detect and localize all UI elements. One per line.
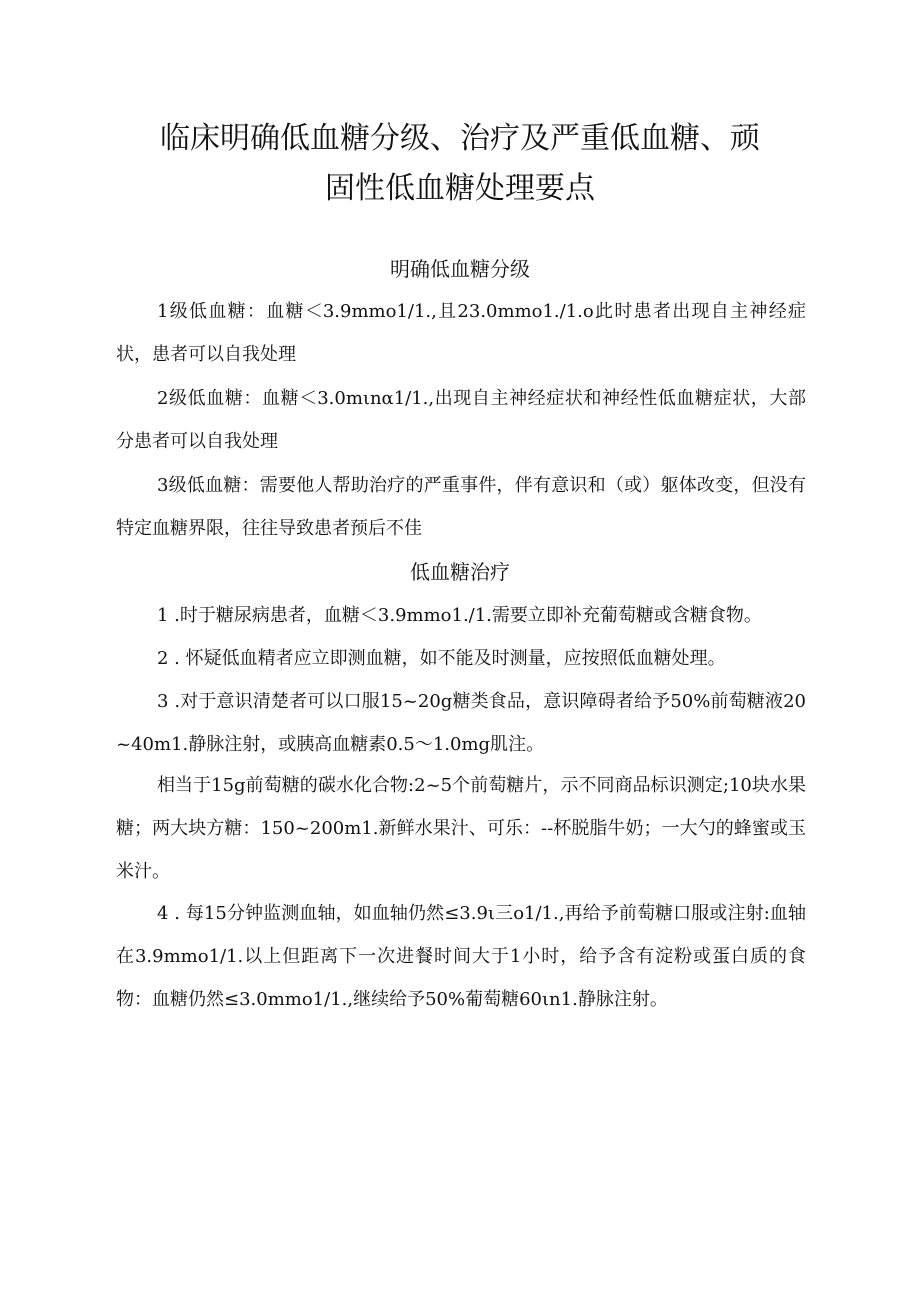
paragraph-grade-2: 2级低血糖：血糖＜3.0mιnα1/1.,出现自主神经症状和神经性低血糖症状，大部分患者可以自我处理 [116, 388, 806, 452]
section-heading-grading: 明确低血糖分级 [390, 257, 530, 281]
paragraph-grade-1: 1级低血糖：血糖＜3.9mmo1/1.,且23.0mmo1./1.o此时患者出现自主神经症状，患者可以自我处理 [116, 301, 806, 365]
paragraph-treatment-3: 3 .对于意识清楚者可以口服15~20g糖类食品，意识障碍者给予50%前萄糖液20~40m1.静脉注射，或胰高血糖素0.5～1.0mg肌注。 [116, 691, 806, 755]
paragraph-treatment-4: 4 . 每15分钟监测血轴，如血轴仍然≤3.9ι三o1/1.,再给予前萄糖口服或注射:血轴在3.9mmo1/1.以上但距离下一次进餐时间大于1小时，给予含有淀粉或蛋白质的食物：血糖仍然≤3.0mmo1/1.,继续给予50%葡萄糖60ιn1.静脉注射。 [116, 903, 806, 1010]
paragraph-treatment-1: 1 .时于糖尿病患者，血糖＜3.9mmo1./1.需要立即补充葡萄糖或含糖食物。 [157, 605, 762, 626]
document-title [110, 114, 810, 214]
paragraph-treatment-2: 2 . 怀疑低血精者应立即测血糖，如不能及时测量，应按照低血糖处理。 [157, 648, 726, 669]
title-line-2: 固性低血糖处理要点 [325, 171, 595, 206]
paragraph-grade-3: 3级低血糖：需要他人帮助治疗的严重事件，伴有意识和（或）躯体改变，但没有特定血糖界限，往往导致患者预后不佳 [116, 475, 806, 539]
title-line-1: 临床明确低血糖分级、治疗及严重低血糖、顽 [160, 121, 760, 156]
section-heading-treatment: 低血糖治疗 [410, 560, 510, 584]
paragraph-carb-equivalents: 相当于15g前萄糖的碳水化合物:2~5个前萄糖片，示不同商品标识测定;10块水果糖；两大块方糖：150~200m1.新鲜水果汁、可乐：--杯脱脂牛奶；一大勺的蜂蜜或玉米汁。 [116, 775, 806, 882]
